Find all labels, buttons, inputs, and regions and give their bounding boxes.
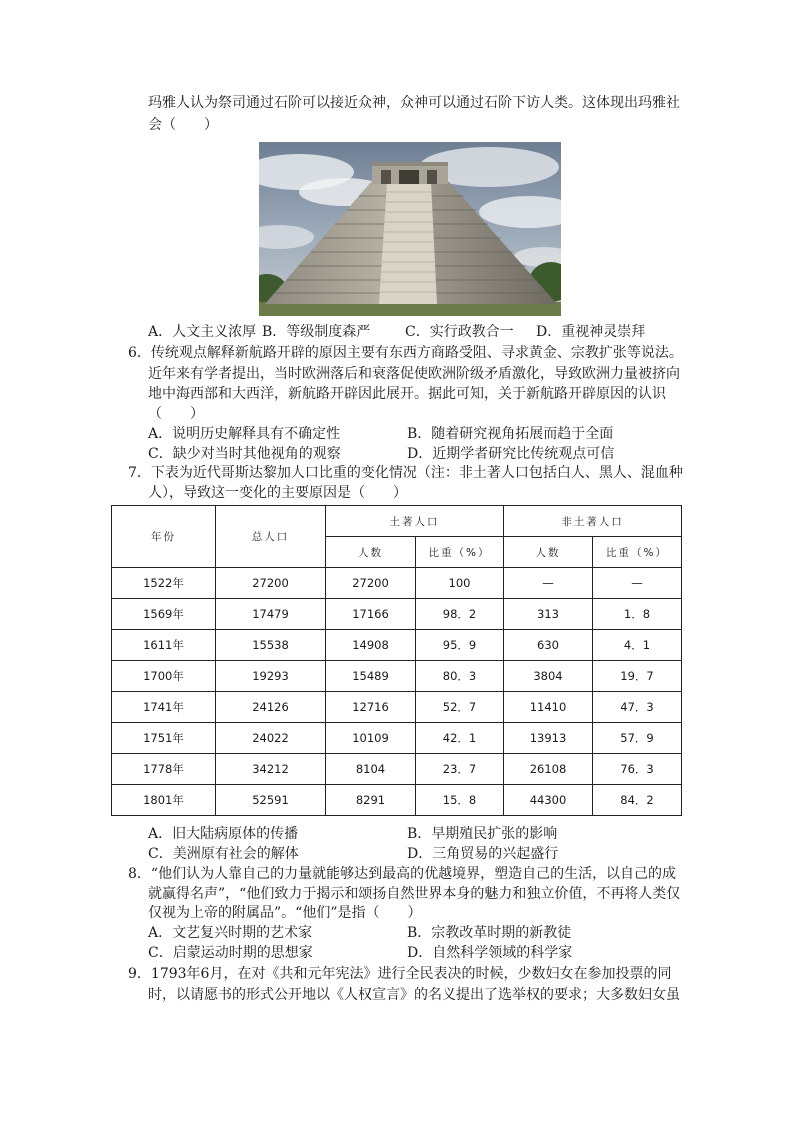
cell-nonnative-ratio: 19．7 [593,661,682,692]
cell-nonnative-count: 11410 [504,692,593,723]
table-row [112,661,682,692]
q7-line2: 人），导致这一变化的主要原因是（ ） [148,485,407,501]
header-nonnative-count: 人数 [504,537,593,568]
q5-option-c[interactable]: C．实行政教合一 [405,324,514,340]
q6-line3: 地中海西部和大西洋，新航路开辟因此展开。据此可知，关于新航路开辟原因的认识 [148,386,666,402]
cell-native-ratio: 80．3 [416,661,504,692]
cell-year: 1522年 [112,568,216,599]
cell-native-ratio: 95．9 [416,630,504,661]
cell-nonnative-count: — [504,568,593,599]
cell-native-count: 14908 [326,630,416,661]
q7-line1: 7．下表为近代哥斯达黎加人口比重的变化情况（注：非土著人口包括白人、黑人、混血种 [128,465,683,481]
cell-year: 1751年 [112,723,216,754]
q6-option-b[interactable]: B．随着研究视角拓展而趋于全面 [407,426,614,442]
cell-nonnative-ratio: 47．3 [593,692,682,723]
cell-native-count: 10109 [326,723,416,754]
cell-year: 1611年 [112,630,216,661]
cell-native-count: 15489 [326,661,416,692]
cell-native-count: 27200 [326,568,416,599]
table-row [112,754,682,785]
cell-native-ratio: 23．7 [416,754,504,785]
cell-total: 34212 [216,754,326,785]
cell-year: 1778年 [112,754,216,785]
q9-line1: 9．1793年6月，在对《共和元年宪法》进行全民表决的时候，少数妇女在参加投票的同 [128,966,672,982]
header-native-count: 人数 [326,537,416,568]
q8-option-c[interactable]: C．启蒙运动时期的思想家 [148,945,313,961]
q6-line1: 6．传统观点解释新航路开辟的原因主要有东西方商路受阻、寻求黄金、宗教扩张等说法。 [128,345,683,361]
q6-option-a[interactable]: A．说明历史解释具有不确定性 [148,426,341,442]
cell-nonnative-count: 13913 [504,723,593,754]
cell-nonnative-ratio: 84．2 [593,785,682,816]
q9-line2: 时，以请愿书的形式公开地以《人权宣言》的名义提出了选举权的要求；大多数妇女虽 [148,987,680,1003]
q5-option-d[interactable]: D．重视神灵崇拜 [536,324,646,340]
cell-nonnative-ratio: 4．1 [593,630,682,661]
q5-option-a[interactable]: A．人文主义浓厚 [148,324,257,340]
cell-total: 17479 [216,599,326,630]
header-nonnative: 非土著人口 [504,506,682,537]
population-table [111,505,682,816]
cell-native-ratio: 15．8 [416,785,504,816]
q6-line4: （ ） [148,406,204,422]
cell-nonnative-ratio: — [593,568,682,599]
cell-nonnative-count: 26108 [504,754,593,785]
q7-option-c[interactable]: C．美洲原有社会的解体 [148,846,299,862]
header-year: 年份 [112,506,216,568]
header-nonnative-ratio: 比重（%） [593,537,682,568]
cell-native-count: 17166 [326,599,416,630]
q6-option-d[interactable]: D．近期学者研究比传统观点可信 [407,446,615,462]
cell-nonnative-ratio: 76．3 [593,754,682,785]
pyramid-photo [259,142,561,316]
table-row [112,599,682,630]
cell-native-ratio: 42．1 [416,723,504,754]
cell-native-count: 12716 [326,692,416,723]
cell-native-ratio: 98．2 [416,599,504,630]
q8-option-a[interactable]: A．文艺复兴时期的艺术家 [148,925,313,941]
cell-total: 27200 [216,568,326,599]
q8-option-d[interactable]: D．自然科学领域的科学家 [407,945,573,961]
cell-year: 1801年 [112,785,216,816]
cell-nonnative-ratio: 1．8 [593,599,682,630]
cell-nonnative-count: 313 [504,599,593,630]
cell-nonnative-count: 3804 [504,661,593,692]
cell-nonnative-ratio: 57．9 [593,723,682,754]
q7-option-d[interactable]: D．三角贸易的兴起盛行 [407,846,559,862]
cell-year: 1569年 [112,599,216,630]
q7-option-b[interactable]: B．早期殖民扩张的影响 [407,826,558,842]
cell-native-count: 8104 [326,754,416,785]
cell-native-count: 8291 [326,785,416,816]
cell-total: 24126 [216,692,326,723]
cell-total: 15538 [216,630,326,661]
q7-option-a[interactable]: A．旧大陆病原体的传播 [148,826,299,842]
cell-native-ratio: 52．7 [416,692,504,723]
cell-nonnative-count: 630 [504,630,593,661]
q8-line2: 就赢得名声”，“他们致力于揭示和颂扬自然世界本身的魅力和独立价值，不再将人类仅 [148,886,681,902]
q5-stem-line1: 玛雅人认为祭司通过石阶可以接近众神，众神可以通过石阶下访人类。这体现出玛雅社 [148,95,680,111]
table-row [112,630,682,661]
q8-line3: 仅视为上帝的附属品”。“他们”是指（ ） [148,905,422,921]
table-row [112,785,682,816]
header-total: 总人口 [216,506,326,568]
header-native: 土著人口 [326,506,504,537]
q6-option-c[interactable]: C．缺少对当时其他视角的观察 [148,446,341,462]
q5-stem-line2: 会（ ） [148,117,218,133]
cell-native-ratio: 100 [416,568,504,599]
cell-total: 52591 [216,785,326,816]
cell-nonnative-count: 44300 [504,785,593,816]
cell-total: 24022 [216,723,326,754]
q6-line2: 近年来有学者提出，当时欧洲落后和衰落促使欧洲阶级矛盾激化，导致欧洲力量被挤向 [148,366,680,382]
q5-option-b[interactable]: B．等级制度森严 [262,324,371,340]
cell-total: 19293 [216,661,326,692]
table-row [112,568,682,599]
q8-line1: 8．“他们认为人靠自己的力量就能够达到最高的优越境界，塑造自己的生活，以自己的成 [128,866,677,882]
cell-year: 1741年 [112,692,216,723]
header-native-ratio: 比重（%） [416,537,504,568]
q8-option-b[interactable]: B．宗教改革时期的新教徒 [407,925,572,941]
table-row [112,723,682,754]
table-row [112,692,682,723]
cell-year: 1700年 [112,661,216,692]
